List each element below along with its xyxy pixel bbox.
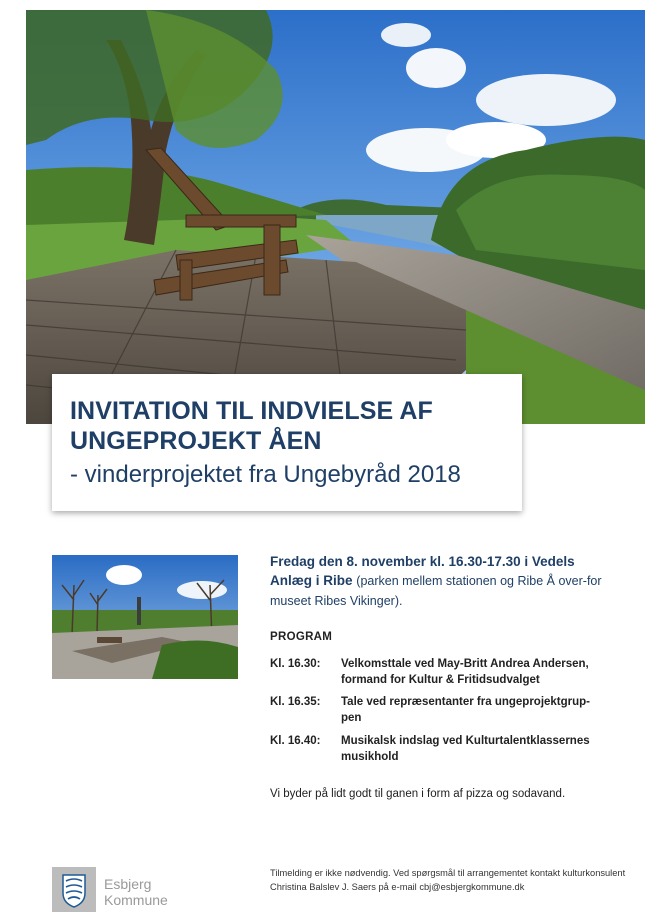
event-location-note: (parken mellem stationen og Ribe Å over-for museet Ribes Vikinger). [270,574,602,608]
title-line-2: UNGEPROJEKT ÅEN [70,427,322,455]
hero-photo [26,10,645,424]
event-details [270,552,642,611]
esbjerg-logo-text [104,876,168,908]
program-desc: musikhold [341,751,399,763]
park-photo [52,555,238,679]
logo-line: Esbjerg [104,876,152,892]
event-location: Anlæg i Ribe [270,573,353,588]
closing-text: Vi byder på lidt godt til ganen i form af pizza og sodavand. [270,788,566,800]
event-date: Fredag den 8. november kl. 16.30-17.30 i Vedels [270,554,575,569]
title-card [52,374,522,511]
subtitle: - vinderprojektet fra Ungebyråd 2018 [70,461,461,488]
footer-note-line: Tilmelding er ikke nødvendig. Ved spørgsmål til arrangementet kontakt kulturkonsulent [270,868,626,878]
title-line-1: INVITATION TIL INDVIELSE AF [70,397,433,425]
footer-note-line: Christina Balslev J. Saers på e-mail cbj@esbjergkommune.dk [270,882,525,892]
program-heading: PROGRAM [270,631,333,643]
program-desc: Tale ved repræsentanter fra ungeprojektgrup- [341,696,591,708]
program-time: Kl. 16.40: [270,735,321,747]
program-time: Kl. 16.30: [270,658,321,670]
program-time: Kl. 16.35: [270,696,321,708]
program-desc: pen [341,712,362,724]
program-desc: Musikalsk indslag ved Kulturtalentklassernes [341,735,590,747]
program-desc: Velkomsttale ved May-Britt Andrea Andersen, [341,658,589,670]
logo-line: Kommune [104,892,168,908]
footer-note [270,866,650,894]
program-desc: formand for Kultur & Fritidsudvalget [341,674,540,686]
esbjerg-logo-icon [52,867,96,912]
